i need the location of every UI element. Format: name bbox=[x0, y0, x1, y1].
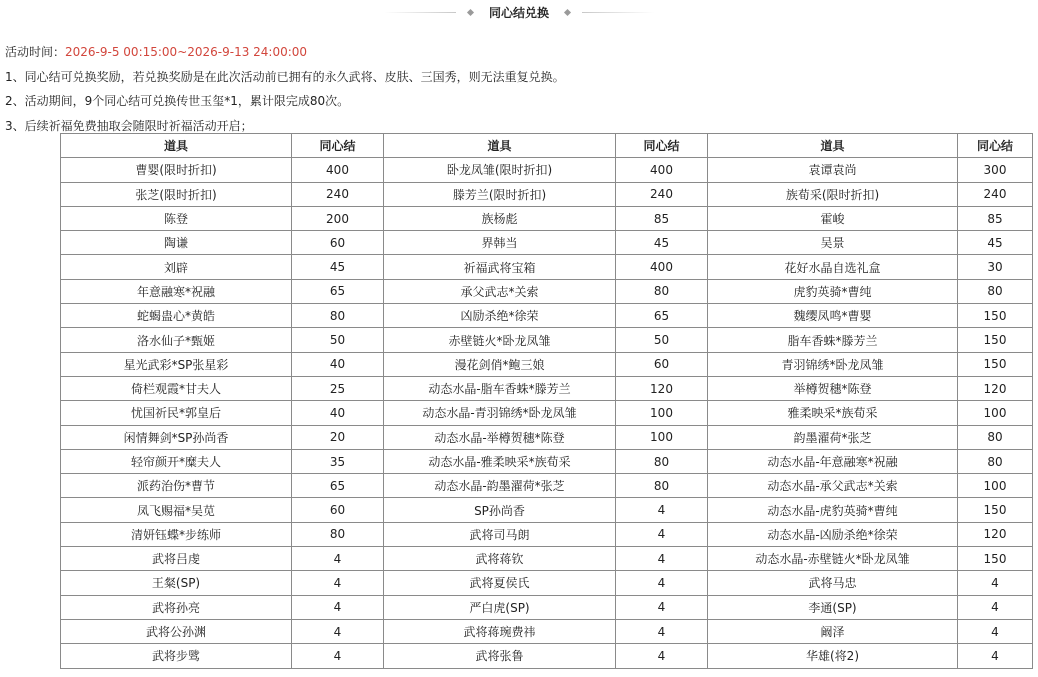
item-name-cell: 华雄(将2) bbox=[708, 644, 958, 668]
cost-cell: 35 bbox=[292, 449, 384, 473]
item-name-cell: 韵墨濯荷*张芝 bbox=[708, 425, 958, 449]
item-name-cell: 举樽贺穗*陈登 bbox=[708, 376, 958, 400]
item-name-cell: 武将公孙渊 bbox=[61, 619, 292, 643]
cost-cell: 4 bbox=[616, 547, 708, 571]
item-name-cell: 吴景 bbox=[708, 231, 958, 255]
cost-cell: 240 bbox=[616, 182, 708, 206]
cost-cell: 80 bbox=[958, 279, 1033, 303]
event-description bbox=[5, 40, 565, 138]
table-row bbox=[61, 231, 1033, 255]
item-name-cell: 洛水仙子*甄姬 bbox=[61, 328, 292, 352]
table-row bbox=[61, 644, 1033, 668]
item-name-cell: 李通(SP) bbox=[708, 595, 958, 619]
cost-cell: 400 bbox=[616, 255, 708, 279]
item-name-cell: 清妍钰蝶*步练师 bbox=[61, 522, 292, 546]
header-divider-left bbox=[384, 12, 456, 13]
item-name-cell: 武将夏侯氏 bbox=[384, 571, 616, 595]
cost-cell: 65 bbox=[292, 474, 384, 498]
cost-cell: 240 bbox=[292, 182, 384, 206]
cost-cell: 85 bbox=[958, 206, 1033, 230]
cost-cell: 4 bbox=[616, 522, 708, 546]
page-header bbox=[0, 0, 1038, 24]
table-row bbox=[61, 595, 1033, 619]
cost-cell: 4 bbox=[616, 595, 708, 619]
item-name-cell: 脂车香蛛*滕芳兰 bbox=[708, 328, 958, 352]
item-name-cell: 派药治伤*曹节 bbox=[61, 474, 292, 498]
cost-cell: 50 bbox=[292, 328, 384, 352]
item-name-cell: 虎豹英骑*曹纯 bbox=[708, 279, 958, 303]
cost-cell: 30 bbox=[958, 255, 1033, 279]
table-row bbox=[61, 425, 1033, 449]
item-name-cell: 青羽锦绣*卧龙凤雏 bbox=[708, 352, 958, 376]
item-name-cell: 武将步骘 bbox=[61, 644, 292, 668]
item-name-cell: 陶谦 bbox=[61, 231, 292, 255]
cost-cell: 100 bbox=[616, 401, 708, 425]
cost-cell: 4 bbox=[958, 619, 1033, 643]
cost-cell: 4 bbox=[292, 571, 384, 595]
item-name-cell: 星光武彩*SP张星彩 bbox=[61, 352, 292, 376]
item-name-cell: 年意融寒*祝融 bbox=[61, 279, 292, 303]
table-row bbox=[61, 498, 1033, 522]
item-name-cell: 族杨彪 bbox=[384, 206, 616, 230]
rule-line-3: 3、后续祈福免费抽取会随限时祈福活动开启； bbox=[5, 118, 253, 133]
item-name-cell: 王粲(SP) bbox=[61, 571, 292, 595]
item-name-cell: 漫花剑俏*鲍三娘 bbox=[384, 352, 616, 376]
item-name-cell: 花好水晶自选礼盒 bbox=[708, 255, 958, 279]
cost-cell: 80 bbox=[616, 474, 708, 498]
item-name-cell: 陈登 bbox=[61, 206, 292, 230]
cost-cell: 4 bbox=[958, 571, 1033, 595]
item-name-cell: 阚泽 bbox=[708, 619, 958, 643]
event-time-value: 2026-9-5 00:15:00~2026-9-13 24:00:00 bbox=[65, 45, 308, 59]
item-name-cell: 忧国祈民*郭皇后 bbox=[61, 401, 292, 425]
cost-cell: 50 bbox=[616, 328, 708, 352]
item-name-cell: 祈福武将宝箱 bbox=[384, 255, 616, 279]
column-header-item: 道具 bbox=[708, 134, 958, 158]
item-name-cell: SP孙尚香 bbox=[384, 498, 616, 522]
item-name-cell: 武将蒋钦 bbox=[384, 547, 616, 571]
item-name-cell: 动态水晶-凶励杀绝*徐荣 bbox=[708, 522, 958, 546]
item-name-cell: 动态水晶-青羽锦绣*卧龙凤雏 bbox=[384, 401, 616, 425]
cost-cell: 300 bbox=[958, 158, 1033, 182]
table-body bbox=[61, 158, 1033, 668]
rule-line-2: 2、活动期间，9个同心结可兑换传世玉玺*1，累计限完成80次。 bbox=[5, 94, 350, 108]
column-header-item: 道具 bbox=[384, 134, 616, 158]
cost-cell: 40 bbox=[292, 352, 384, 376]
rule-line-1: 1、同心结可兑换奖励，若兑换奖励是在此次活动前已拥有的永久武将、皮肤、三国秀，则无法重复兑换。 bbox=[5, 69, 565, 84]
cost-cell: 120 bbox=[958, 522, 1033, 546]
cost-cell: 4 bbox=[958, 644, 1033, 668]
cost-cell: 100 bbox=[616, 425, 708, 449]
table-row bbox=[61, 449, 1033, 473]
table-row bbox=[61, 328, 1033, 352]
cost-cell: 100 bbox=[958, 474, 1033, 498]
item-name-cell: 动态水晶-承父武志*关索 bbox=[708, 474, 958, 498]
item-name-cell: 凤飞赐福*吴苋 bbox=[61, 498, 292, 522]
item-name-cell: 武将马忠 bbox=[708, 571, 958, 595]
item-name-cell: 雅柔映采*族荀采 bbox=[708, 401, 958, 425]
cost-cell: 4 bbox=[616, 498, 708, 522]
column-header-cost: 同心结 bbox=[616, 134, 708, 158]
cost-cell: 150 bbox=[958, 304, 1033, 328]
item-name-cell: 武将吕虔 bbox=[61, 547, 292, 571]
cost-cell: 4 bbox=[958, 595, 1033, 619]
cost-cell: 25 bbox=[292, 376, 384, 400]
item-name-cell: 凶励杀绝*徐荣 bbox=[384, 304, 616, 328]
cost-cell: 400 bbox=[616, 158, 708, 182]
item-name-cell: 动态水晶-韵墨濯荷*张芝 bbox=[384, 474, 616, 498]
item-name-cell: 卧龙凤雏(限时折扣) bbox=[384, 158, 616, 182]
item-name-cell: 曹婴(限时折扣) bbox=[61, 158, 292, 182]
table-row bbox=[61, 206, 1033, 230]
table-row bbox=[61, 522, 1033, 546]
item-name-cell: 动态水晶-举樽贺穗*陈登 bbox=[384, 425, 616, 449]
cost-cell: 120 bbox=[616, 376, 708, 400]
item-name-cell: 倚栏观霞*甘夫人 bbox=[61, 376, 292, 400]
cost-cell: 45 bbox=[292, 255, 384, 279]
table-row bbox=[61, 619, 1033, 643]
table-row bbox=[61, 255, 1033, 279]
cost-cell: 85 bbox=[616, 206, 708, 230]
cost-cell: 4 bbox=[292, 619, 384, 643]
item-name-cell: 武将孙亮 bbox=[61, 595, 292, 619]
item-name-cell: 轻帘颜开*糜夫人 bbox=[61, 449, 292, 473]
exchange-table bbox=[60, 133, 1033, 669]
cost-cell: 65 bbox=[616, 304, 708, 328]
cost-cell: 80 bbox=[292, 522, 384, 546]
cost-cell: 4 bbox=[616, 619, 708, 643]
item-name-cell: 蛇蝎蛊心*黄皓 bbox=[61, 304, 292, 328]
item-name-cell: 族荀采(限时折扣) bbox=[708, 182, 958, 206]
item-name-cell: 张芝(限时折扣) bbox=[61, 182, 292, 206]
cost-cell: 200 bbox=[292, 206, 384, 230]
item-name-cell: 动态水晶-雅柔映采*族荀采 bbox=[384, 449, 616, 473]
cost-cell: 4 bbox=[292, 547, 384, 571]
cost-cell: 60 bbox=[292, 498, 384, 522]
table-row bbox=[61, 304, 1033, 328]
column-header-cost: 同心结 bbox=[292, 134, 384, 158]
cost-cell: 4 bbox=[292, 595, 384, 619]
cost-cell: 80 bbox=[292, 304, 384, 328]
cost-cell: 240 bbox=[958, 182, 1033, 206]
item-name-cell: 刘辟 bbox=[61, 255, 292, 279]
table-row bbox=[61, 279, 1033, 303]
item-name-cell: 动态水晶-脂车香蛛*滕芳兰 bbox=[384, 376, 616, 400]
item-name-cell: 霍峻 bbox=[708, 206, 958, 230]
item-name-cell: 动态水晶-赤壁链火*卧龙凤雏 bbox=[708, 547, 958, 571]
cost-cell: 60 bbox=[292, 231, 384, 255]
cost-cell: 4 bbox=[292, 644, 384, 668]
cost-cell: 20 bbox=[292, 425, 384, 449]
item-name-cell: 严白虎(SP) bbox=[384, 595, 616, 619]
page-title: 同心结兑换 bbox=[488, 5, 549, 20]
column-header-item: 道具 bbox=[61, 134, 292, 158]
item-name-cell: 武将司马朗 bbox=[384, 522, 616, 546]
item-name-cell: 武将蒋琬费祎 bbox=[384, 619, 616, 643]
cost-cell: 150 bbox=[958, 547, 1033, 571]
cost-cell: 40 bbox=[292, 401, 384, 425]
item-name-cell: 承父武志*关索 bbox=[384, 279, 616, 303]
item-name-cell: 滕芳兰(限时折扣) bbox=[384, 182, 616, 206]
cost-cell: 65 bbox=[292, 279, 384, 303]
table-row bbox=[61, 182, 1033, 206]
item-name-cell: 武将张鲁 bbox=[384, 644, 616, 668]
cost-cell: 4 bbox=[616, 571, 708, 595]
table-row bbox=[61, 571, 1033, 595]
table-row bbox=[61, 376, 1033, 400]
item-name-cell: 魏缨凤鸣*曹婴 bbox=[708, 304, 958, 328]
column-header-cost: 同心结 bbox=[958, 134, 1033, 158]
table-row bbox=[61, 547, 1033, 571]
cost-cell: 80 bbox=[616, 279, 708, 303]
cost-cell: 80 bbox=[958, 449, 1033, 473]
item-name-cell: 袁谭袁尚 bbox=[708, 158, 958, 182]
cost-cell: 150 bbox=[958, 328, 1033, 352]
cost-cell: 4 bbox=[616, 644, 708, 668]
item-name-cell: 动态水晶-虎豹英骑*曹纯 bbox=[708, 498, 958, 522]
table-row bbox=[61, 474, 1033, 498]
event-time-label: 活动时间： bbox=[5, 45, 66, 59]
item-name-cell: 赤壁链火*卧龙凤雏 bbox=[384, 328, 616, 352]
cost-cell: 60 bbox=[616, 352, 708, 376]
cost-cell: 80 bbox=[958, 425, 1033, 449]
cost-cell: 150 bbox=[958, 498, 1033, 522]
cost-cell: 120 bbox=[958, 376, 1033, 400]
diamond-icon bbox=[467, 8, 474, 15]
table-row bbox=[61, 401, 1033, 425]
cost-cell: 400 bbox=[292, 158, 384, 182]
table-header-row bbox=[61, 134, 1033, 158]
cost-cell: 45 bbox=[958, 231, 1033, 255]
item-name-cell: 动态水晶-年意融寒*祝融 bbox=[708, 449, 958, 473]
item-name-cell: 闲情舞剑*SP孙尚香 bbox=[61, 425, 292, 449]
diamond-icon bbox=[564, 8, 571, 15]
cost-cell: 45 bbox=[616, 231, 708, 255]
header-divider-right bbox=[582, 12, 654, 13]
cost-cell: 100 bbox=[958, 401, 1033, 425]
table-row bbox=[61, 158, 1033, 182]
cost-cell: 150 bbox=[958, 352, 1033, 376]
table-row bbox=[61, 352, 1033, 376]
event-time bbox=[5, 40, 565, 65]
item-name-cell: 界韩当 bbox=[384, 231, 616, 255]
cost-cell: 80 bbox=[616, 449, 708, 473]
